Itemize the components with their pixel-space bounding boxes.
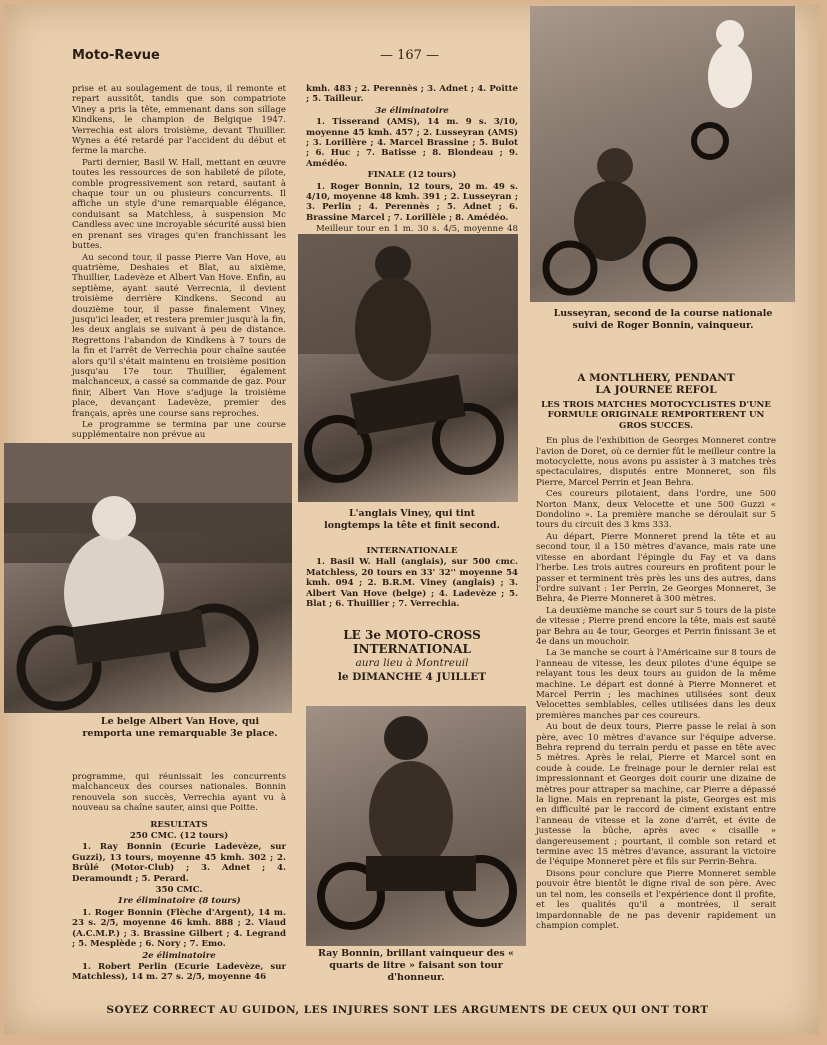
paragraph: La 3e manche se court à l'Américaine sur 8 tours de l'anneau de vitesse, les deux pilotes d'une équipe se relayant tous les deux tours au guidon de la même machine. Le départ est donné à Pierre Monneret et Marcel Perrin ; les machines utilisées sont deux Velocettes semblables, celles utilisées dans les deux premières manches par ces coureurs. bbox=[536, 648, 776, 721]
paragraph: prise et au soulagement de tous, il remonte et repart aussitôt, tandis que son compatriote Viney a pris la tête, emmenant dans son sillage Kindkens, le champion de Belgique 1947. Verrechia est alors troisième, devant Thuillier. Wynes a été retardé par l'accident du début et ferme la marche. bbox=[72, 84, 286, 157]
results-category: 250 CMC. (12 tours) bbox=[129, 831, 229, 842]
paragraph: Le programme se termina par une course supplémentaire non prévue au bbox=[72, 420, 286, 441]
article-subhead: LES TROIS MATCHES MOTOCYCLISTES D'UNE FORMULE ORIGINALE REMPORTERENT UN GROS SUCCES. bbox=[541, 400, 771, 431]
results-list: 1. Ray Bonnin (Ecurie Ladevèze, sur Guzzi), 13 tours, moyenne 45 kmh. 302 ; 2. Brûlé (Motor-Club) ; 3. Adnet ; 4. Deramoundt ; 5. Perard. bbox=[72, 842, 286, 884]
paragraph: Parti dernier, Basil W. Hall, mettant en œuvre toutes les ressources de son habileté de pilote, comble progressivement son retard, sautant à chaque tour un ou plusieurs concurrents. Il affiche un style d'une remarquable élégance, conduisant sa Matchless, à suspension Mc Candless avec une incroyable sécurité aussi bien en prenant ses virages qu'en franchissant les buttes. bbox=[72, 157, 286, 252]
photo-viney bbox=[298, 234, 518, 502]
page-footer-slogan: SOYEZ CORRECT AU GUIDON, LES INJURES SONT LES ARGUMENTS DE CEUX QUI ONT TORT bbox=[106, 1004, 709, 1016]
results-list: 1. Basil W. Hall (anglais), sur 500 cmc. Matchless, 20 tours en 33' 32'' moyenne 54 kmh. 094 ; 2. B.R.M. Viney (anglais) ; 3. Albert Van Hove (belge) ; 4. Ladevèze ; 5. Blat ; 6. Thuillier ; 7. Verrechia. bbox=[306, 557, 518, 610]
results-subtitle: 3e éliminatoire bbox=[375, 105, 449, 116]
results-subtitle: 1re éliminatoire (8 tours) bbox=[117, 896, 241, 907]
column-1-top-text bbox=[72, 84, 286, 440]
article-montlhery bbox=[536, 372, 776, 396]
caption-van-hove: Le belge Albert Van Hove, qui remporta une remarquable 3e place. bbox=[82, 716, 278, 739]
paragraph: Au second tour, il passe Pierre Van Hove, au quatrième, Deshaies et Blat, au sixième, Thuillier, Ladevèze et Albert Van Hove. Enfin, au septième, ayant sauté Verrecnia, il devient troisième derrière Kindkens. Second au douzième tour, il passe finalement Viney, jusqu'ici leader, et restera premier jusqu'à la fin, les deux anglais se suivant à peu de distance. Regrettons l'abandon de Kindkens à 7 tours de la fin et l'arrêt de Verrechia pour chaîne sautée alors qu'il s'était maintenu en troisième position jusqu'au 17e tour. Thuillier, également malchanceux, a cassé sa commande de gaz. Pour finir, Albert Van Hove s'adjuge la troisième place, devançant Ladevèze, premier des français, après une course sans reproches. bbox=[72, 252, 286, 419]
article-body bbox=[536, 400, 776, 998]
photo-van-hove bbox=[4, 443, 292, 713]
article-headline: LA JOURNEE REFOL bbox=[595, 384, 717, 396]
paragraph: Meilleur tour en 1 m. 30 s. 4/5, moyenne 48 bbox=[316, 224, 518, 235]
results-list: 1. Roger Bonnin (Flèche d'Argent), 14 m. 23 s. 2/5, moyenne 46 kmh. 888 ; 2. Viaud (A.C.M.P.) ; 3. Brassine Gilbert ; 4. Legrand ; 5. Mesplède ; 6. Nory ; 7. Emo. bbox=[72, 907, 286, 950]
results-list: 1. Robert Perlin (Ecurie Ladevèze, sur Matchless), 14 m. 27 s. 2/5, moyenne 46 bbox=[72, 961, 286, 983]
photo-lusseyran bbox=[530, 6, 795, 302]
announcement-line: le DIMANCHE 4 JUILLET bbox=[337, 671, 487, 683]
paragraph: Au départ, Pierre Monneret prend la tête et au second tour, il a 150 mètres d'avance, mais rate une vitesse en abordant l'épingle du Fay et va dans l'herbe. Les trois autres coureurs en profitent pour le passer et terminent très près les uns des autres, dans l'ordre suivant : 1er Perrin, 2e Georges Monneret, 3e Behra, 4e Pierre Monneret à 300 mètres. bbox=[536, 531, 776, 605]
event-announcement bbox=[306, 628, 518, 684]
announcement-line: aura lieu à Montreuil bbox=[355, 657, 469, 669]
results-title: RESULTATS bbox=[150, 819, 208, 830]
announcement-line: LE 3e MOTO-CROSS bbox=[343, 628, 481, 642]
motorcycle-rider-photo bbox=[306, 706, 526, 946]
results-list: kmh. 483 ; 2. Perennès ; 3. Adnet ; 4. Poitte ; 5. Tailleur. bbox=[306, 84, 518, 105]
caption-lusseyran: Lusseyran, second de la course nationale suivi de Roger Bonnin, vainqueur. bbox=[553, 308, 773, 331]
motorcycle-rider-photo bbox=[4, 443, 292, 713]
results-list: 1. Roger Bonnin, 12 tours, 20 m. 49 s. 4/10, moyenne 48 kmh. 391 ; 2. Lusseyran ; 3. Perlin ; 4. Perennès ; 5. Adnet ; 6. Brassine Marcel ; 7. Lorillèle ; 8. Amédéo. bbox=[306, 181, 518, 223]
paragraph: Disons pour conclure que Pierre Monneret semble pouvoir être bientôt le digne rival de son père. Avec un tel nom, les conseils et l'expérience dont il profite, et les qualités qu'il a montrées, il serait impardonnable de ne pas devenir rapidement un champion complet. bbox=[536, 868, 776, 931]
results-title: INTERNATIONALE bbox=[366, 546, 458, 556]
paragraph: programme, qui réunissait les concurrents malchanceux des courses nationales. Bonnin renouvela son succès, Verrechia ayant vu à nouveau sa chaîne sauter, ainsi que Poitte. bbox=[72, 772, 286, 814]
publication-title: Moto-Revue bbox=[72, 48, 160, 63]
column-2-top-text bbox=[306, 84, 518, 235]
motorcycle-rider-photo bbox=[298, 234, 518, 502]
photo-bonnin bbox=[306, 706, 526, 946]
results-subtitle: 2e éliminatoire bbox=[142, 950, 216, 961]
results-list: 1. Tisserand (AMS), 14 m. 9 s. 3/10, moyenne 45 kmh. 457 ; 2. Lusseyran (AMS) ; 3. Lorillère ; 4. Marcel Brassine ; 5. Bulot ; 6. Huc ; 7. Batisse ; 8. Blondeau ; 9. Amédéo. bbox=[306, 117, 518, 169]
paragraph: Au bout de deux tours, Pierre passe le relai à son père, avec 10 mètres d'avance sur l'équipe adverse. Behra reprend du terrain perdu et passe en tête avec 5 mètres. Après le relai, Pierre et Marcel sont en coude à coude. Le freinage pour le dernier relai est impressionnant et Georges doit courir une dizaine de mètres pour attraper sa machine, car Pierre a dépassé la ligne. Mais en reprenant la piste, Georges est mis en difficulté par le raccord de ciment existant entre l'anneau de vitesse et la zone d'arrêt, et évite de justesse la bûche, après avec « cisaille » dangereusement ; pourtant, il comble son retard et termine avec 15 mètres d'avance, assurant la victoire de l'équipe Monneret père et fils sur Perrin-Behra. bbox=[536, 722, 776, 868]
page-number: — 167 — bbox=[380, 48, 440, 63]
paragraph: Ces coureurs pilotaient, dans l'ordre, une 500 Norton Manx, deux Velocette et une 500 Guzzi « Dondolino ». La première manche se déroulait sur 5 tours du circuit des 3 kms 333. bbox=[536, 489, 776, 531]
article-headline: A MONTLHERY, PENDANT bbox=[577, 372, 735, 384]
results-category: 350 CMC. bbox=[155, 885, 203, 896]
paragraph: La deuxième manche se court sur 5 tours de la piste de vitesse ; Pierre prend encore la tête, mais est sauté par Behra au 4e tour, Georges et Perrin finissant 3e et 4e dans un mouchoir. bbox=[536, 605, 776, 647]
paragraph: En plus de l'exhibition de Georges Monneret contre l'avion de Doret, où ce dernier fût le meilleur contre la motocyclette, nous avons pu assister à 3 matches très spectaculaires, disputés entre Monneret, son fils Pierre, Marcel Perrin et Jean Behra. bbox=[536, 436, 776, 488]
results-subtitle: FINALE (12 tours) bbox=[367, 170, 457, 181]
announcement-line: INTERNATIONAL bbox=[353, 642, 471, 656]
international-results bbox=[306, 546, 518, 618]
caption-viney: L'anglais Viney, qui tint longtemps la tête et finit second. bbox=[324, 508, 500, 531]
caption-bonnin: Ray Bonnin, brillant vainqueur des « quarts de litre » faisant son tour d'honneur. bbox=[318, 948, 514, 983]
motorcycle-rider-photo bbox=[530, 6, 795, 302]
column-1-bottom-text bbox=[72, 772, 286, 990]
